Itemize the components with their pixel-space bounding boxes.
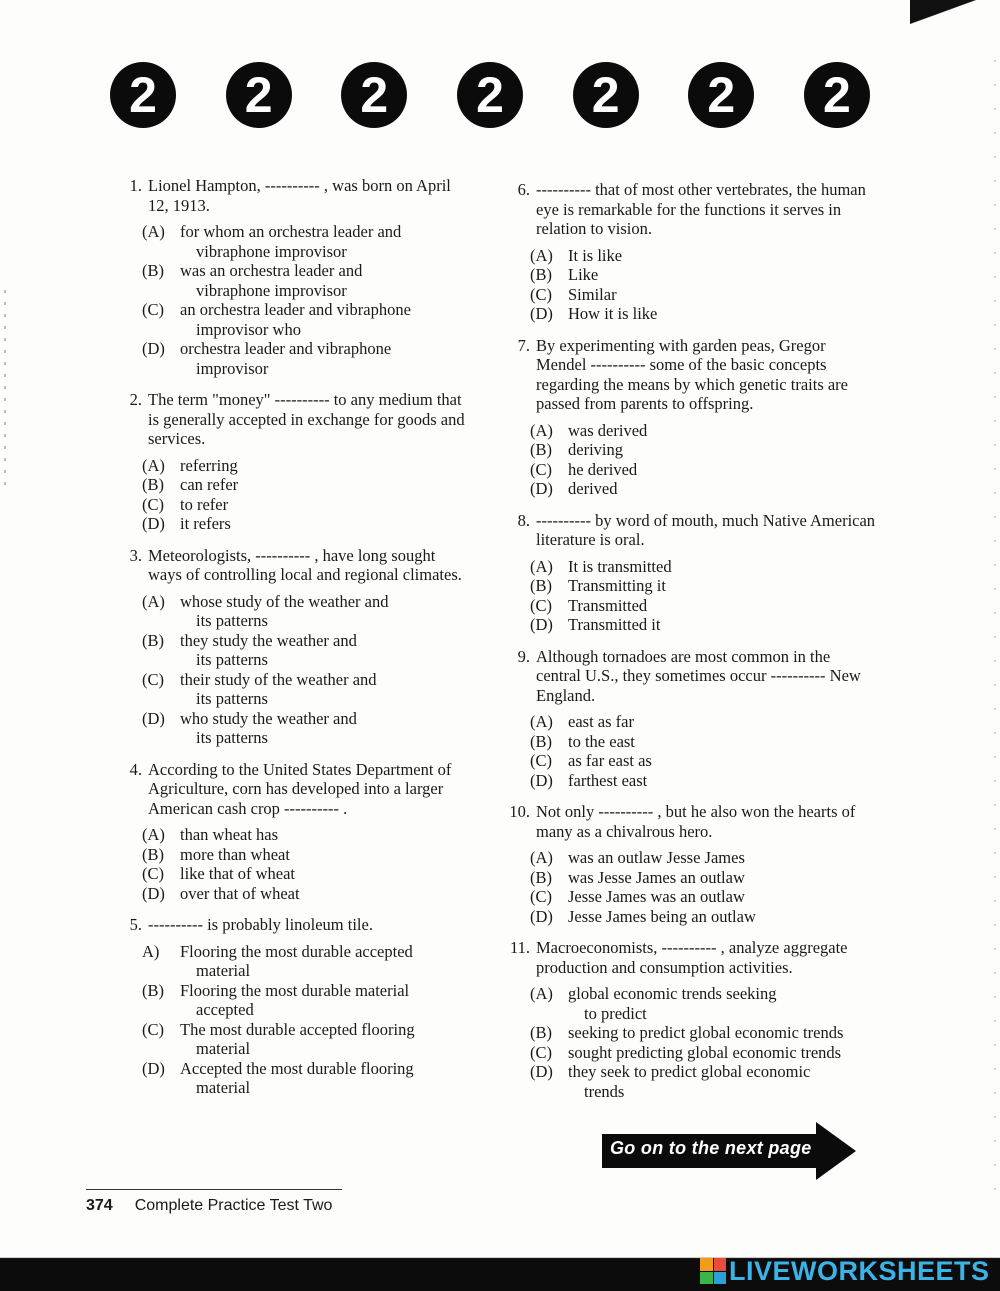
option-line: Accepted the most durable flooring (180, 1058, 414, 1078)
section-badge: 2 (341, 62, 407, 128)
answer-option[interactable] (142, 825, 470, 845)
option-text (180, 864, 470, 884)
option-line: farthest east (568, 770, 648, 790)
question-text: Lionel Hampton, ---------- , was born on April 12, 1913. (148, 176, 451, 215)
answer-option[interactable] (530, 460, 878, 480)
option-line: their study of the weather and (180, 669, 377, 689)
option-line: east as far (568, 712, 634, 731)
section-badge: 2 (573, 62, 639, 128)
question-2 (110, 390, 470, 534)
option-line: Transmitting it (568, 576, 666, 595)
answer-option[interactable] (530, 907, 878, 927)
option-line-continued: improvisor who (196, 319, 301, 339)
question-stem (110, 176, 470, 215)
option-line: he derived (568, 459, 638, 479)
option-line: as far east as (568, 751, 652, 770)
option-letter: (C) (142, 1019, 164, 1039)
page-number: 374 (86, 1197, 113, 1214)
question-6 (498, 180, 878, 324)
answer-options (530, 246, 878, 324)
answer-option[interactable] (530, 1043, 878, 1063)
option-line: Jesse James was an outlaw (568, 887, 745, 906)
option-text (180, 1059, 470, 1098)
answer-option[interactable] (142, 631, 470, 670)
option-text (180, 884, 470, 904)
margin-dots-right (994, 60, 996, 1210)
answer-option[interactable] (142, 300, 470, 339)
option-text (568, 1062, 878, 1101)
option-text (180, 592, 470, 631)
option-line: How it is like (568, 304, 658, 323)
answer-option[interactable] (530, 712, 878, 732)
option-letter: (C) (142, 300, 164, 319)
margin-dots-left (4, 290, 6, 490)
section-badge: 2 (110, 62, 176, 128)
option-line: like that of wheat (180, 864, 296, 883)
question-stem (110, 390, 470, 449)
option-line: Transmitted it (568, 615, 661, 634)
question-text: Meteorologists, ---------- , have long sought ways of controlling local and regional climates. (148, 545, 462, 584)
option-text (568, 751, 878, 771)
option-line-continued: material (196, 961, 251, 980)
option-text (568, 576, 878, 596)
answer-options (530, 984, 878, 1101)
answer-option[interactable] (530, 304, 878, 324)
liveworksheets-watermark (700, 1255, 990, 1286)
answer-option[interactable] (142, 514, 470, 534)
answer-option[interactable] (142, 1020, 470, 1059)
answer-options (530, 557, 878, 635)
question-stem (498, 511, 878, 550)
section-badges (110, 62, 870, 142)
option-line: Flooring the most durable accepted (180, 941, 413, 961)
option-line-continued: trends (584, 1081, 625, 1101)
option-text (180, 222, 470, 261)
answer-option[interactable] (142, 845, 470, 865)
question-number: 5. (129, 915, 142, 934)
questions-right-column (498, 180, 878, 1113)
option-letter: (C) (142, 494, 164, 514)
option-line: an orchestra leader and vibraphone (180, 300, 411, 319)
option-line-continued: to predict (584, 1003, 647, 1023)
option-letter: (A) (530, 556, 553, 576)
option-letter: (B) (142, 475, 164, 494)
option-line: to the east (568, 731, 635, 751)
logo-tile (714, 1258, 727, 1271)
answer-option[interactable] (142, 475, 470, 495)
option-text (180, 261, 470, 300)
option-line-continued: material (196, 1078, 251, 1097)
section-badge: 2 (804, 62, 870, 128)
question-5 (110, 915, 470, 1098)
question-stem (498, 802, 878, 841)
option-line: Similar (568, 284, 617, 304)
option-letter: (D) (530, 479, 553, 498)
answer-option[interactable] (530, 421, 878, 441)
option-line: Jesse James being an outlaw (568, 906, 756, 926)
option-letter: (D) (530, 304, 553, 323)
option-text (180, 825, 470, 845)
next-page-arrow[interactable] (602, 1122, 856, 1180)
answer-option[interactable] (530, 440, 878, 460)
logo-tile (714, 1272, 727, 1285)
question-number: 1. (129, 176, 142, 195)
question-text: The term "money" ---------- to any medium that is generally accepted in exchange for goods and services. (148, 390, 465, 448)
question-stem (498, 180, 878, 239)
question-stem (110, 915, 470, 935)
option-letter: (A) (530, 848, 553, 867)
question-stem (110, 546, 470, 585)
answer-option[interactable] (142, 981, 470, 1020)
answer-option[interactable] (530, 576, 878, 596)
section-badge: 2 (226, 62, 292, 128)
answer-option[interactable] (530, 246, 878, 266)
option-text (568, 246, 878, 266)
option-letter: (B) (530, 731, 552, 751)
option-letter: (D) (142, 1058, 165, 1078)
question-number: 2. (129, 390, 142, 409)
page-footer (86, 1197, 332, 1215)
question-number: 7. (517, 335, 530, 355)
option-text (180, 709, 470, 748)
option-letter: (C) (142, 669, 164, 689)
answer-option[interactable] (530, 596, 878, 616)
option-text (568, 984, 878, 1023)
question-text: By experimenting with garden peas, Gregor Mendel ---------- some of the basic concepts regarding the means by which genetic traits are passed from parents to offspring. (536, 335, 849, 413)
option-letter: (B) (142, 630, 164, 650)
option-letter: (A) (142, 591, 165, 611)
answer-options (142, 825, 470, 903)
option-text (568, 1043, 878, 1063)
option-line: was an orchestra leader and (180, 261, 363, 280)
option-text (568, 848, 878, 868)
answer-option[interactable] (142, 456, 470, 476)
question-number: 6. (517, 180, 530, 199)
liveworksheets-logo-icon (700, 1258, 726, 1284)
option-line: than wheat has (180, 825, 279, 844)
next-page-label: Go on to the next page (610, 1138, 812, 1158)
option-letter: (D) (142, 514, 165, 533)
answer-options (530, 848, 878, 926)
option-line: who study the weather and (180, 708, 357, 728)
answer-option[interactable] (142, 261, 470, 300)
question-1 (110, 176, 470, 378)
option-letter: (D) (530, 770, 553, 790)
answer-options (142, 942, 470, 1098)
section-badge: 2 (688, 62, 754, 128)
option-letter: (A) (530, 712, 553, 731)
answer-option[interactable] (142, 339, 470, 378)
answer-option[interactable] (530, 984, 878, 1023)
question-number: 10. (509, 802, 530, 821)
answer-option[interactable] (530, 887, 878, 907)
question-number: 4. (129, 759, 142, 779)
question-text: According to the United States Department of Agriculture, corn has developed into a larger American cash crop ---------- . (148, 759, 452, 818)
answer-options (142, 222, 470, 378)
option-letter: (C) (530, 1042, 552, 1062)
question-number: 11. (509, 938, 530, 957)
option-letter: (B) (530, 265, 552, 284)
option-line: over that of wheat (180, 883, 300, 903)
option-letter: (A) (142, 825, 165, 844)
question-number: 8. (517, 510, 530, 530)
answer-option[interactable] (142, 942, 470, 981)
option-letter: (A) (530, 984, 553, 1003)
answer-option[interactable] (530, 1062, 878, 1101)
answer-option[interactable] (530, 615, 878, 635)
answer-option[interactable] (530, 868, 878, 888)
option-letter: (B) (530, 440, 552, 459)
question-text: ---------- is probably linoleum tile. (148, 915, 373, 934)
option-text (180, 845, 470, 865)
option-text (568, 1023, 878, 1043)
option-letter: (A) (142, 455, 165, 475)
question-3 (110, 546, 470, 748)
option-letter: (B) (142, 980, 164, 1000)
answer-option[interactable] (530, 557, 878, 577)
footer-title: Complete Practice Test Two (134, 1197, 333, 1214)
question-number: 3. (129, 545, 142, 565)
option-line: sought predicting global economic trends (568, 1042, 842, 1062)
option-line: derived (568, 479, 618, 498)
question-4 (110, 760, 470, 904)
option-letter: (B) (142, 844, 164, 864)
option-text (568, 421, 878, 441)
option-line: was derived (568, 420, 648, 440)
question-number: 9. (517, 646, 530, 666)
option-line: Like (568, 265, 599, 284)
option-line: more than wheat (180, 844, 290, 864)
option-letter: (A) (530, 245, 553, 265)
question-text: ---------- by word of mouth, much Native American literature is oral. (536, 510, 876, 549)
option-line: It is like (568, 245, 623, 265)
option-line: deriving (568, 440, 623, 459)
option-letter: (C) (530, 284, 552, 304)
answer-option[interactable] (530, 732, 878, 752)
option-line: it refers (180, 514, 231, 533)
option-line-continued: vibraphone improvisor (196, 241, 347, 261)
option-text (568, 479, 878, 499)
question-11 (498, 938, 878, 1101)
option-line: they seek to predict global economic (568, 1062, 811, 1081)
option-text (568, 907, 878, 927)
question-stem (110, 760, 470, 819)
answer-option[interactable] (142, 222, 470, 261)
option-text (568, 712, 878, 732)
option-letter: (C) (530, 887, 552, 906)
option-text (568, 265, 878, 285)
option-letter: (D) (530, 906, 553, 926)
answer-option[interactable] (530, 1023, 878, 1043)
section-badge: 2 (457, 62, 523, 128)
option-text (568, 887, 878, 907)
answer-option[interactable] (530, 848, 878, 868)
option-letter: (A) (142, 222, 165, 241)
option-text (568, 460, 878, 480)
question-text: Although tornadoes are most common in the central U.S., they sometimes occur ---------- New England. (536, 646, 861, 705)
option-text (568, 440, 878, 460)
questions-left-column (110, 176, 470, 1110)
scan-corner-mark (910, 0, 1000, 46)
option-line: orchestra leader and vibraphone (180, 339, 392, 358)
option-letter: (A) (530, 420, 553, 440)
option-letter: (C) (530, 595, 552, 615)
answer-option[interactable] (142, 495, 470, 515)
option-text (568, 771, 878, 791)
question-text: Not only ---------- , but he also won the hearts of many as a chivalrous hero. (536, 802, 856, 841)
option-letter: (B) (142, 261, 164, 280)
option-line: was an outlaw Jesse James (568, 848, 745, 867)
option-line: The most durable accepted flooring (180, 1019, 415, 1039)
option-text (180, 670, 470, 709)
option-letter: A) (142, 941, 160, 961)
option-text (568, 868, 878, 888)
option-line: can refer (180, 475, 239, 494)
option-letter: (C) (142, 864, 164, 883)
logo-tile (700, 1258, 713, 1271)
option-text (180, 514, 470, 534)
option-letter: (D) (142, 883, 165, 903)
option-line: global economic trends seeking (568, 984, 777, 1003)
option-line: referring (180, 455, 238, 475)
option-text (180, 1020, 470, 1059)
question-text: ---------- that of most other vertebrates, the human eye is remarkable for the functions it serves in relation to vision. (536, 180, 866, 238)
option-line-continued: its patterns (196, 650, 268, 669)
option-line: whose study of the weather and (180, 591, 389, 611)
option-letter: (B) (530, 867, 552, 887)
question-7 (498, 336, 878, 499)
option-line: they study the weather and (180, 630, 357, 650)
answer-options (530, 712, 878, 790)
option-line-continued: its patterns (196, 728, 268, 747)
answer-option[interactable] (530, 265, 878, 285)
option-text (568, 557, 878, 577)
answer-option[interactable] (142, 884, 470, 904)
question-stem (498, 336, 878, 414)
option-line-continued: improvisor (196, 358, 269, 378)
option-line: It is transmitted (568, 556, 672, 576)
option-line-continued: material (196, 1039, 251, 1058)
option-text (180, 300, 470, 339)
logo-tile (700, 1272, 713, 1285)
watermark-text: LIVEWORKSHEETS (729, 1255, 990, 1286)
answer-option[interactable] (142, 670, 470, 709)
answer-options (142, 456, 470, 534)
option-line-continued: vibraphone improvisor (196, 280, 347, 300)
option-text (180, 981, 470, 1020)
option-line: Transmitted (568, 595, 648, 615)
option-text (180, 456, 470, 476)
option-letter: (C) (530, 751, 552, 770)
answer-option[interactable] (530, 751, 878, 771)
option-line-continued: its patterns (196, 611, 268, 630)
question-10 (498, 802, 878, 926)
answer-option[interactable] (530, 479, 878, 499)
option-text (568, 596, 878, 616)
option-text (568, 304, 878, 324)
option-line-continued: accepted (196, 1000, 254, 1019)
option-text (180, 339, 470, 378)
answer-option[interactable] (142, 864, 470, 884)
option-letter: (C) (530, 459, 552, 479)
option-line-continued: its patterns (196, 689, 268, 708)
option-line: Flooring the most durable material (180, 980, 410, 1000)
option-letter: (D) (142, 339, 165, 358)
option-letter: (D) (530, 615, 553, 634)
question-9 (498, 647, 878, 791)
answer-options (530, 421, 878, 499)
option-line: to refer (180, 494, 229, 514)
option-text (180, 495, 470, 515)
answer-option[interactable] (142, 709, 470, 748)
option-text (568, 615, 878, 635)
answer-option[interactable] (142, 592, 470, 631)
option-text (180, 942, 470, 981)
option-text (180, 631, 470, 670)
option-line: was Jesse James an outlaw (568, 867, 745, 887)
option-line: seeking to predict global economic trends (568, 1023, 844, 1042)
answer-option[interactable] (530, 771, 878, 791)
question-stem (498, 938, 878, 977)
option-text (180, 475, 470, 495)
question-stem (498, 647, 878, 706)
answer-options (142, 592, 470, 748)
question-8 (498, 511, 878, 635)
option-letter: (D) (142, 708, 165, 728)
option-letter: (B) (530, 576, 552, 595)
option-text (568, 732, 878, 752)
option-letter: (D) (530, 1062, 553, 1081)
option-text (568, 285, 878, 305)
option-letter: (B) (530, 1023, 552, 1042)
footer-rule (86, 1189, 342, 1190)
question-text: Macroeconomists, ---------- , analyze aggregate production and consumption activities. (536, 938, 848, 977)
option-line: for whom an orchestra leader and (180, 222, 402, 241)
answer-option[interactable] (142, 1059, 470, 1098)
answer-option[interactable] (530, 285, 878, 305)
